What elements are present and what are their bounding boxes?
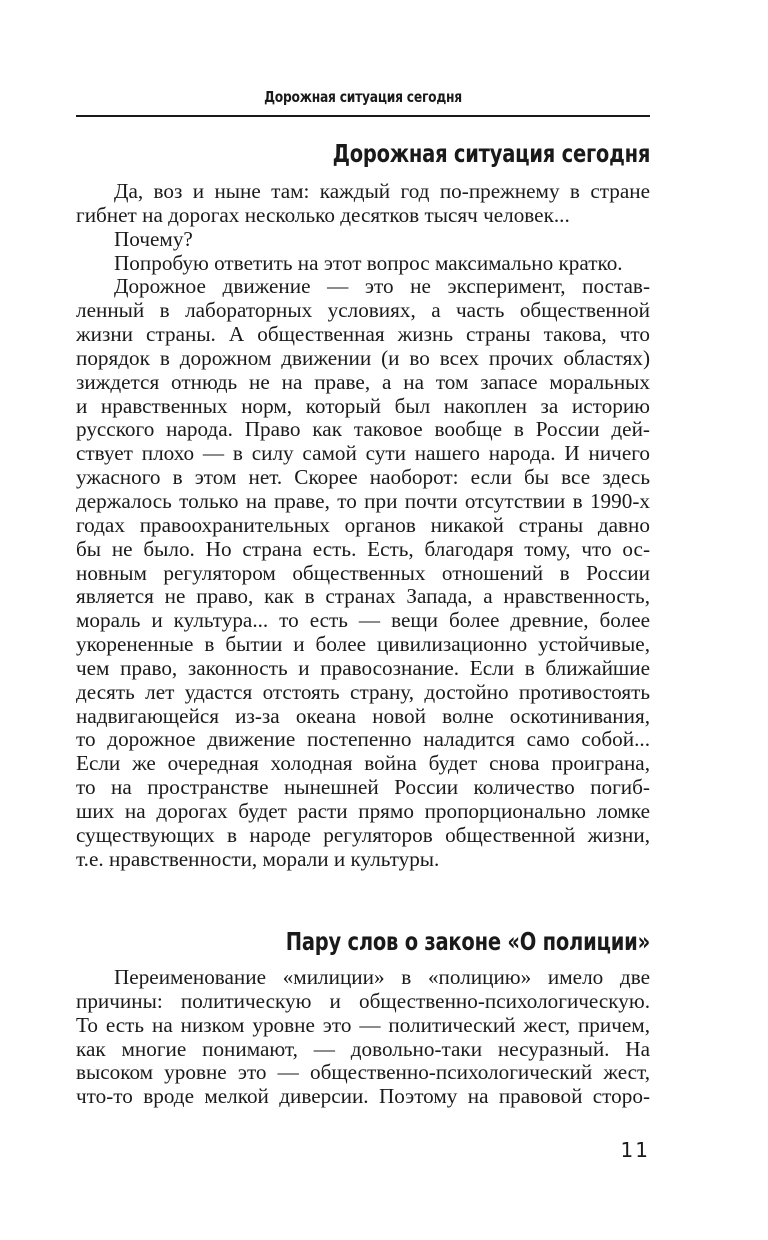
text-line: Да, воз и ныне там: каждый год по-прежнему в стране (114, 180, 650, 203)
text-line: как многие понимают, — довольно-таки несуразный. На (76, 1037, 650, 1061)
text-line: Почему? (114, 227, 193, 251)
text-line: причины: политическую и общественно-психологическую. (76, 989, 650, 1013)
section-heading-police-law: Пару слов о законе «О полиции» (285, 927, 650, 956)
text-line: высоком уровне это — общественно-психологический жест, (76, 1061, 650, 1085)
text-line: существующих в народе регуляторов общественной жизни, (76, 823, 650, 847)
text-line: укорененные в бытии и более цивилизационно устойчивые, (76, 633, 650, 657)
text-line: гибнет на дорогах несколько десятков тысяч человек... (76, 203, 570, 227)
text-line: чем право, законность и правосознание. Если в ближайшие (76, 656, 650, 680)
section-heading-road-situation: Дорожная ситуация сегодня (332, 139, 650, 168)
page-number: 11 (620, 1138, 650, 1162)
text-line: ленный в лабораторных условиях, а часть общественной (76, 299, 650, 323)
text-line: ших на дорогах будет расти прямо пропорционально ломке (76, 799, 650, 823)
text-line: Дорожное движение — это не эксперимент, постав- (114, 275, 650, 299)
text-line: годах правоохранительных органов никакой страны давно (76, 513, 650, 537)
text-line: ствует плохо — в силу самой сути нашего народа. И ничего (76, 442, 650, 466)
text-line: жизни страны. А общественная жизнь страны такова, что (76, 323, 650, 347)
text-line: бы не было. Но страна есть. Есть, благодаря тому, что ос- (76, 537, 650, 561)
text-line: То есть на низком уровне это — политический жест, причем, (76, 1013, 650, 1037)
text-line: русского народа. Право как таковое вообще в России дей- (76, 418, 650, 442)
text-line: что-то вроде мелкой диверсии. Поэтому на правовой сторо- (76, 1085, 650, 1109)
text-line: то на пространстве нынешней России количество погиб- (76, 776, 650, 800)
section-body-police-law (76, 966, 650, 1109)
text-line: зиждется отнюдь не на праве, а на том запасе моральных (76, 370, 650, 394)
header-rule (76, 115, 650, 117)
text-line: новным регулятором общественных отношений в России (76, 561, 650, 585)
text-line: Переименование «милиции» в «полицию» имело две (114, 966, 650, 989)
text-line: десять лет удастся отстоять страну, достойно противостоять (76, 680, 650, 704)
text-line: является не право, как в странах Запада, а нравственность, (76, 585, 650, 609)
book-page (76, 0, 650, 1240)
text-line: мораль и культура... то есть — вещи более древние, более (76, 609, 650, 633)
text-line: Если же очередная холодная война будет снова проиграна, (76, 752, 650, 776)
text-line: держалось только на праве, то при почти отсутствии в 1990-х (76, 489, 650, 513)
text-line: ужасного в этом нет. Скорее наоборот: если бы все здесь (76, 466, 650, 490)
section-body-road-situation (76, 180, 650, 871)
text-line: т.е. нравственности, морали и культуры. (76, 847, 440, 871)
text-line: и нравственных норм, который был накоплен за историю (76, 394, 650, 418)
text-line: порядок в дорожном движении (и во всех прочих областях) (76, 346, 650, 370)
text-line: то дорожное движение постепенно наладится само собой... (76, 728, 650, 752)
text-line: Попробую ответить на этот вопрос максимально кратко. (114, 251, 623, 275)
text-line: надвигающейся из-за океана новой волне оскотинивания, (76, 704, 650, 728)
running-head: Дорожная ситуация сегодня (264, 88, 462, 106)
